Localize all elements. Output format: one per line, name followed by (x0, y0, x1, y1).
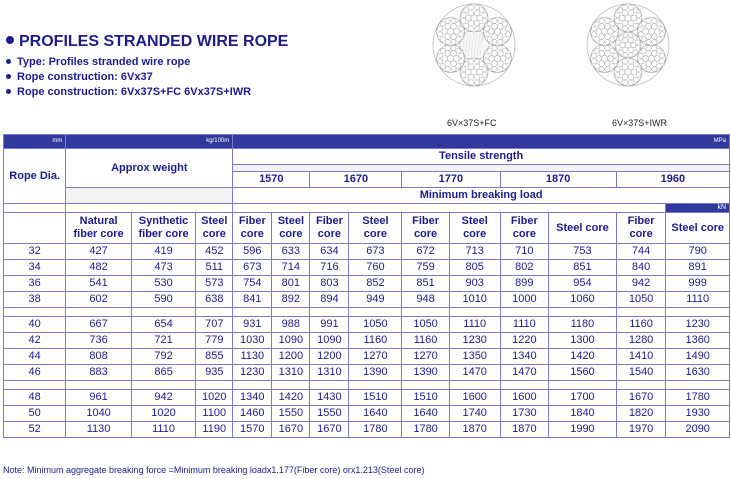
group-separator (233, 308, 272, 317)
rope-dia-header: Rope Dia. (4, 149, 66, 204)
rope-dia-cell: 34 (4, 260, 66, 276)
bullet-construction: Rope construction: 6Vx37 (6, 70, 251, 85)
table-cell: 573 (196, 276, 233, 292)
table-cell: 760 (349, 260, 402, 276)
footnote: Note: Minimum aggregate breaking force =Minimum breaking loadx1.177(Fiber core) orx1.213(Steel core) (3, 465, 425, 475)
table-cell: 1430 (310, 390, 349, 406)
table-cell: 1020 (131, 406, 195, 422)
table-cell: 948 (402, 292, 450, 308)
table-cell: 1470 (449, 365, 500, 381)
table-cell: 1060 (549, 292, 617, 308)
table-cell: 1360 (666, 333, 730, 349)
table-cell: 1110 (500, 317, 549, 333)
table-cell: 1160 (349, 333, 402, 349)
grade-header: 1960 (616, 172, 729, 188)
table-cell: 754 (233, 276, 272, 292)
table-cell: 1020 (196, 390, 233, 406)
spec-bullet-list (6, 55, 251, 100)
unit-mm-label: mm (4, 135, 66, 149)
table-cell: 1050 (349, 317, 402, 333)
table-row (4, 317, 730, 333)
bullet-construction-variants: Rope construction: 6Vx37S+FC 6Vx37S+IWR (6, 85, 251, 100)
table-cell: 721 (131, 333, 195, 349)
table-cell: 2090 (666, 422, 730, 438)
page-title (6, 33, 288, 51)
table-cell: 803 (310, 276, 349, 292)
load-column-header: Steel core (272, 213, 310, 244)
table-cell: 1420 (549, 349, 617, 365)
table-cell: 710 (500, 244, 549, 260)
table-cell: 1490 (666, 349, 730, 365)
table-cell: 942 (131, 390, 195, 406)
table-cell: 1470 (500, 365, 549, 381)
table-row (4, 365, 730, 381)
table-cell: 736 (66, 333, 132, 349)
table-cell: 1050 (616, 292, 666, 308)
table-cell: 1600 (500, 390, 549, 406)
table-cell: 596 (233, 244, 272, 260)
table-row (4, 422, 730, 438)
table-cell: 654 (131, 317, 195, 333)
table-cell: 1310 (272, 365, 310, 381)
table-cell: 892 (272, 292, 310, 308)
table-cell: 1930 (666, 406, 730, 422)
table-cell: 1130 (233, 349, 272, 365)
table-cell: 1310 (310, 365, 349, 381)
table-cell: 1670 (272, 422, 310, 438)
table-cell: 1270 (349, 349, 402, 365)
rope-dia-cell: 44 (4, 349, 66, 365)
table-cell: 779 (196, 333, 233, 349)
table-cell: 935 (196, 365, 233, 381)
table-cell: 949 (349, 292, 402, 308)
group-separator (196, 381, 233, 390)
table-cell: 1110 (131, 422, 195, 438)
group-separator (310, 308, 349, 317)
group-separator (272, 308, 310, 317)
table-cell: 1350 (449, 349, 500, 365)
rope-image-caption-fiber-core: 6V×37S+FC (447, 118, 497, 128)
table-cell: 1130 (66, 422, 132, 438)
header-gap (66, 204, 233, 213)
table-cell: 1340 (500, 349, 549, 365)
table-cell: 954 (549, 276, 617, 292)
page-title-text: PROFILES STRANDED WIRE ROPE (19, 33, 289, 50)
table-cell: 1110 (666, 292, 730, 308)
load-column-header: Steel core (449, 213, 500, 244)
load-column-header: Fiber core (310, 213, 349, 244)
grade-header: 1870 (500, 172, 616, 188)
table-cell: 602 (66, 292, 132, 308)
table-row (4, 390, 730, 406)
table-cell: 1040 (66, 406, 132, 422)
table-cell: 1160 (402, 333, 450, 349)
group-separator (349, 308, 402, 317)
table-cell: 961 (66, 390, 132, 406)
table-cell: 1670 (310, 422, 349, 438)
table-cell: 802 (500, 260, 549, 276)
table-cell: 590 (131, 292, 195, 308)
approx-weight-header (66, 149, 233, 188)
table-cell: 1100 (196, 406, 233, 422)
table-cell: 1510 (349, 390, 402, 406)
table-cell: 855 (196, 349, 233, 365)
load-column-header: Fiber core (233, 213, 272, 244)
table-cell: 482 (66, 260, 132, 276)
group-separator (500, 381, 549, 390)
table-cell: 1200 (272, 349, 310, 365)
table-cell: 899 (500, 276, 549, 292)
table-cell: 1870 (449, 422, 500, 438)
group-separator (666, 308, 730, 317)
table-cell: 1460 (233, 406, 272, 422)
group-separator (349, 381, 402, 390)
load-column-header: Steel core (666, 213, 730, 244)
rope-dia-cell: 36 (4, 276, 66, 292)
group-separator (272, 381, 310, 390)
table-cell: 808 (66, 349, 132, 365)
group-separator (500, 308, 549, 317)
load-column-header: Fiber core (616, 213, 666, 244)
table-cell: 1050 (402, 317, 450, 333)
table-cell: 801 (272, 276, 310, 292)
group-separator (449, 308, 500, 317)
rope-image-caption-steel-core: 6V×37S+IWR (612, 118, 668, 128)
rope-dia-cell: 50 (4, 406, 66, 422)
table-cell: 1700 (549, 390, 617, 406)
table-cell: 473 (131, 260, 195, 276)
table-cell: 713 (449, 244, 500, 260)
table-cell: 790 (666, 244, 730, 260)
approx-weight-label: Approx weight (111, 161, 188, 174)
rope-dia-cell: 46 (4, 365, 66, 381)
grade-header: 1570 (233, 172, 310, 188)
table-cell: 1270 (402, 349, 450, 365)
table-cell: 1630 (666, 365, 730, 381)
table-cell: 1550 (310, 406, 349, 422)
table-cell: 1090 (272, 333, 310, 349)
rope-dia-subheader (4, 213, 66, 244)
table-cell: 891 (666, 260, 730, 276)
table-cell: 530 (131, 276, 195, 292)
grade-header: 1670 (310, 172, 402, 188)
table-cell: 1420 (272, 390, 310, 406)
table-cell: 1560 (549, 365, 617, 381)
table-cell: 1840 (549, 406, 617, 422)
header-gap (4, 204, 66, 213)
table-cell: 541 (66, 276, 132, 292)
table-cell: 1780 (402, 422, 450, 438)
table-row (4, 406, 730, 422)
table-row (4, 244, 730, 260)
table-cell: 991 (310, 317, 349, 333)
table-cell: 999 (666, 276, 730, 292)
table-cell: 707 (196, 317, 233, 333)
header-gap (233, 204, 666, 213)
group-separator (402, 381, 450, 390)
table-cell: 452 (196, 244, 233, 260)
group-separator (616, 308, 666, 317)
table-cell: 792 (131, 349, 195, 365)
weight-column-header: Synthetic fiber core (131, 213, 195, 244)
table-cell: 1820 (616, 406, 666, 422)
table-cell: 673 (233, 260, 272, 276)
load-column-header: Steel core (349, 213, 402, 244)
table-row (4, 349, 730, 365)
group-separator (616, 381, 666, 390)
table-cell: 714 (272, 260, 310, 276)
table-cell: 1190 (196, 422, 233, 438)
table-cell: 841 (233, 292, 272, 308)
table-cell: 1090 (310, 333, 349, 349)
table-cell: 851 (549, 260, 617, 276)
min-breaking-load-header: Minimum breaking load (233, 188, 730, 204)
table-cell: 753 (549, 244, 617, 260)
load-column-header: Steel core (549, 213, 617, 244)
table-row (4, 333, 730, 349)
group-separator (131, 308, 195, 317)
table-cell: 759 (402, 260, 450, 276)
group-separator (549, 308, 617, 317)
table-cell: 931 (233, 317, 272, 333)
table-cell: 1030 (233, 333, 272, 349)
table-cell: 1640 (349, 406, 402, 422)
rope-cross-section-fiber-core-image (432, 3, 516, 87)
table-cell: 1180 (549, 317, 617, 333)
unit-weight-label: kg/100m (66, 135, 233, 149)
group-separator (4, 308, 66, 317)
table-row (4, 292, 730, 308)
bullet-type: Type: Profiles stranded wire rope (6, 55, 251, 70)
header-gap (233, 165, 730, 172)
table-cell: 634 (310, 244, 349, 260)
table-cell: 1970 (616, 422, 666, 438)
group-separator (402, 308, 450, 317)
weight-column-header: Natural fiber core (66, 213, 132, 244)
table-row (4, 276, 730, 292)
table-cell: 1110 (449, 317, 500, 333)
table-cell: 1740 (449, 406, 500, 422)
table-cell: 894 (310, 292, 349, 308)
table-cell: 1570 (233, 422, 272, 438)
table-cell: 988 (272, 317, 310, 333)
group-separator (4, 381, 66, 390)
unit-mpa-label: MPa (233, 135, 730, 149)
table-cell: 1670 (616, 390, 666, 406)
table-cell: 1340 (233, 390, 272, 406)
table-cell: 1540 (616, 365, 666, 381)
rope-cross-section-steel-core-image (586, 3, 670, 87)
table-cell: 1390 (349, 365, 402, 381)
tensile-strength-header: Tensile strength (233, 149, 730, 165)
table-cell: 1780 (349, 422, 402, 438)
table-cell: 1200 (310, 349, 349, 365)
table-cell: 1550 (272, 406, 310, 422)
table-cell: 1010 (449, 292, 500, 308)
rope-dia-cell: 52 (4, 422, 66, 438)
table-cell: 1870 (500, 422, 549, 438)
table-cell: 744 (616, 244, 666, 260)
table-cell: 716 (310, 260, 349, 276)
table-cell: 673 (349, 244, 402, 260)
group-separator (66, 308, 132, 317)
table-cell: 1780 (666, 390, 730, 406)
grade-header: 1770 (402, 172, 500, 188)
load-column-header: Fiber core (402, 213, 450, 244)
table-cell: 1230 (449, 333, 500, 349)
table-cell: 883 (66, 365, 132, 381)
rope-dia-cell: 32 (4, 244, 66, 260)
table-cell: 852 (349, 276, 402, 292)
rope-dia-cell: 38 (4, 292, 66, 308)
table-cell: 1000 (500, 292, 549, 308)
table-cell: 633 (272, 244, 310, 260)
group-separator (233, 381, 272, 390)
bullet-dot-icon (6, 36, 14, 44)
table-cell: 942 (616, 276, 666, 292)
group-separator (196, 308, 233, 317)
table-cell: 1510 (402, 390, 450, 406)
table-cell: 419 (131, 244, 195, 260)
table-cell: 1230 (233, 365, 272, 381)
rope-dia-cell: 42 (4, 333, 66, 349)
group-separator (131, 381, 195, 390)
breaking-load-table (3, 134, 730, 438)
table-cell: 851 (402, 276, 450, 292)
table-cell: 903 (449, 276, 500, 292)
group-separator (66, 381, 132, 390)
table-cell: 1730 (500, 406, 549, 422)
table-cell: 865 (131, 365, 195, 381)
table-cell: 1220 (500, 333, 549, 349)
table-cell: 638 (196, 292, 233, 308)
table-cell: 1300 (549, 333, 617, 349)
table-cell: 1280 (616, 333, 666, 349)
table-cell: 840 (616, 260, 666, 276)
table-cell: 1640 (402, 406, 450, 422)
header-gap (66, 188, 233, 204)
unit-kn-label: kN (666, 204, 730, 213)
group-separator (666, 381, 730, 390)
load-column-header: Fiber core (500, 213, 549, 244)
table-cell: 1230 (666, 317, 730, 333)
table-cell: 1600 (449, 390, 500, 406)
group-separator (310, 381, 349, 390)
table-cell: 427 (66, 244, 132, 260)
rope-dia-cell: 48 (4, 390, 66, 406)
table-cell: 667 (66, 317, 132, 333)
table-cell: 1390 (402, 365, 450, 381)
table-row (4, 260, 730, 276)
table-cell: 1160 (616, 317, 666, 333)
table-cell: 672 (402, 244, 450, 260)
table-cell: 1410 (616, 349, 666, 365)
table-cell: 1990 (549, 422, 617, 438)
weight-column-header: Steel core (196, 213, 233, 244)
table-cell: 511 (196, 260, 233, 276)
group-separator (449, 381, 500, 390)
table-cell: 805 (449, 260, 500, 276)
group-separator (549, 381, 617, 390)
rope-dia-cell: 40 (4, 317, 66, 333)
